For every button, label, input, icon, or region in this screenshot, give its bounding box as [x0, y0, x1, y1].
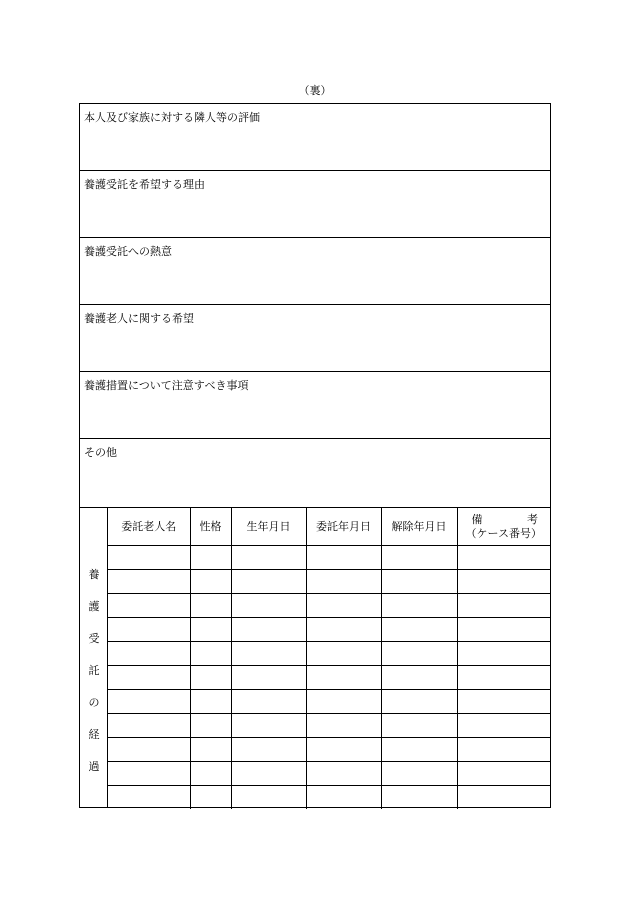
section-label: 養護受託を希望する理由: [84, 178, 205, 191]
vertical-char: 受: [88, 632, 100, 645]
table-cell[interactable]: [231, 642, 306, 666]
table-cell[interactable]: [231, 714, 306, 738]
col-header-release-date: 解除年月日: [381, 508, 457, 546]
table-cell[interactable]: [306, 690, 381, 714]
table-cell[interactable]: [231, 762, 306, 786]
table-cell[interactable]: [457, 594, 550, 618]
col-header-character: 性格: [190, 508, 231, 546]
table-cell[interactable]: [108, 618, 190, 642]
section-enthusiasm[interactable]: [80, 238, 550, 305]
table-row: [108, 666, 550, 690]
table-cell[interactable]: [457, 738, 550, 762]
table-row: [108, 642, 550, 666]
table-cell[interactable]: [108, 546, 190, 570]
table-cell[interactable]: [457, 786, 550, 810]
vertical-char: の: [88, 696, 100, 709]
table-cell[interactable]: [190, 570, 231, 594]
section-elderly-wishes[interactable]: [80, 305, 550, 372]
table-cell[interactable]: [108, 570, 190, 594]
table-cell[interactable]: [306, 762, 381, 786]
table-cell[interactable]: [190, 546, 231, 570]
table-row: [108, 570, 550, 594]
section-label: 養護措置について注意すべき事項: [84, 379, 249, 392]
table-cell[interactable]: [306, 738, 381, 762]
table-cell[interactable]: [457, 690, 550, 714]
table-row: [108, 690, 550, 714]
table-cell[interactable]: [108, 714, 190, 738]
vertical-char: 託: [88, 664, 100, 677]
table-cell[interactable]: [231, 666, 306, 690]
table-cell[interactable]: [108, 738, 190, 762]
vertical-char: 経: [88, 728, 100, 741]
page-title: （裏）: [298, 84, 332, 97]
section-care-notes[interactable]: [80, 372, 550, 439]
table-header-row: [108, 508, 550, 546]
table-cell[interactable]: [381, 570, 457, 594]
table-cell[interactable]: [190, 738, 231, 762]
table-cell[interactable]: [190, 618, 231, 642]
col-header-remarks: 備 考 （ケース番号）: [457, 508, 550, 546]
table-cell[interactable]: [381, 786, 457, 810]
table-cell[interactable]: [108, 762, 190, 786]
col-header-name: 委託老人名: [108, 508, 190, 546]
history-table: [108, 508, 550, 809]
table-cell[interactable]: [381, 762, 457, 786]
table-cell[interactable]: [457, 666, 550, 690]
section-other[interactable]: [80, 439, 550, 508]
table-cell[interactable]: [306, 642, 381, 666]
table-row: [108, 738, 550, 762]
table-cell[interactable]: [190, 690, 231, 714]
form-frame: [79, 103, 551, 808]
table-cell[interactable]: [306, 570, 381, 594]
table-cell[interactable]: [231, 594, 306, 618]
table-cell[interactable]: [231, 570, 306, 594]
table-cell[interactable]: [306, 546, 381, 570]
history-vertical-label: [80, 508, 108, 807]
table-cell[interactable]: [108, 666, 190, 690]
table-cell[interactable]: [381, 546, 457, 570]
table-cell[interactable]: [457, 618, 550, 642]
table-row: [108, 594, 550, 618]
table-cell[interactable]: [190, 594, 231, 618]
table-cell[interactable]: [306, 618, 381, 642]
table-cell[interactable]: [457, 546, 550, 570]
table-cell[interactable]: [306, 594, 381, 618]
table-cell[interactable]: [381, 642, 457, 666]
col-header-entrust-date: 委託年月日: [306, 508, 381, 546]
col-header-birthdate: 生年月日: [231, 508, 306, 546]
vertical-char: 護: [88, 600, 100, 613]
table-cell[interactable]: [457, 642, 550, 666]
section-label: 養護受託への熱意: [84, 245, 172, 258]
section-label: 養護老人に関する希望: [84, 312, 194, 325]
table-cell[interactable]: [457, 570, 550, 594]
table-cell[interactable]: [231, 546, 306, 570]
table-cell[interactable]: [190, 762, 231, 786]
table-cell[interactable]: [190, 666, 231, 690]
table-cell[interactable]: [381, 618, 457, 642]
table-cell[interactable]: [381, 594, 457, 618]
vertical-char: 養: [88, 568, 100, 581]
table-cell[interactable]: [231, 738, 306, 762]
table-cell[interactable]: [381, 738, 457, 762]
vertical-char: 過: [88, 760, 100, 773]
table-cell[interactable]: [306, 666, 381, 690]
table-cell[interactable]: [381, 714, 457, 738]
table-cell[interactable]: [108, 642, 190, 666]
history-section: [80, 508, 550, 807]
table-cell[interactable]: [231, 618, 306, 642]
table-cell[interactable]: [306, 714, 381, 738]
table-cell[interactable]: [190, 714, 231, 738]
section-reason[interactable]: [80, 171, 550, 238]
table-cell[interactable]: [108, 594, 190, 618]
table-row: [108, 786, 550, 810]
table-cell[interactable]: [190, 786, 231, 810]
table-cell[interactable]: [231, 786, 306, 810]
table-row: [108, 618, 550, 642]
section-label: その他: [84, 446, 117, 459]
table-cell[interactable]: [108, 786, 190, 810]
table-row: [108, 714, 550, 738]
table-cell[interactable]: [108, 690, 190, 714]
section-label: 本人及び家族に対する隣人等の評価: [84, 111, 260, 124]
section-neighbor-evaluation[interactable]: [80, 104, 550, 171]
table-cell[interactable]: [190, 642, 231, 666]
table-row: [108, 546, 550, 570]
table-cell[interactable]: [306, 786, 381, 810]
table-cell[interactable]: [457, 714, 550, 738]
table-cell[interactable]: [381, 666, 457, 690]
table-row: [108, 762, 550, 786]
table-cell[interactable]: [231, 690, 306, 714]
table-cell[interactable]: [381, 690, 457, 714]
table-cell[interactable]: [457, 762, 550, 786]
